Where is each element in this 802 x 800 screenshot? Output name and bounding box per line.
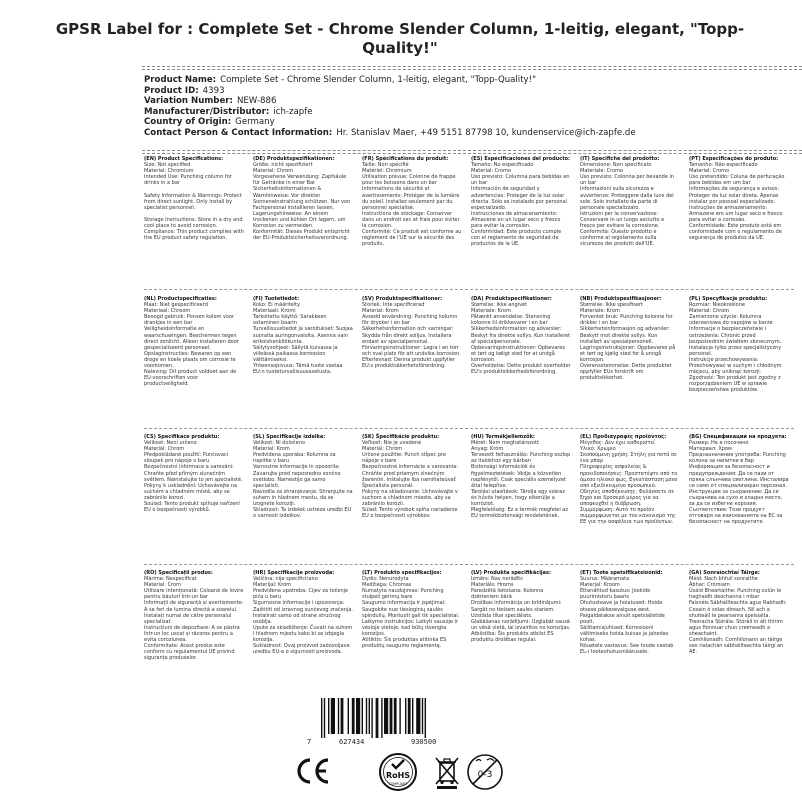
info-value: 4393 <box>202 85 225 96</box>
barcode-bar <box>376 698 379 738</box>
barcode-bar <box>371 698 372 738</box>
spec-section-body: Størrelse: Ikke angivet Materiale: Krom Påtænkt anvendelse: Stansning kolonne til drikkevarer i en bar Sikkerhedsinformation og advarsler: Beskyt fra direkte sollys. Kun installeret af specialpersonale. Opbevaringsinstruktioner: Opbevares et tørt og køligt sted for at undgå korrosion. Overholdelse: Dette produkt overholder EU's produktsikkerhedsforordning. <box>471 302 571 376</box>
spec-section <box>253 570 353 697</box>
spec-section-header: (DE) Produktspezifikationen: <box>253 156 335 162</box>
info-row <box>144 107 794 118</box>
no-waste-bin-icon <box>433 754 461 794</box>
spec-section <box>471 434 571 561</box>
spec-section-body: Méret: Nem meghatározott Anyag: Króm Tervezett felhasználás: Punching oszlop az italokhoz egy bárban Biztonsági információk és figyelmeztetések: Védje a közvetlen napfénytől. Csak speciális személyzet által telepítve. Tárolási utasítások: Tárolja egy száraz és hűvös helyen, hogy elkerülje a korróziót. Megfelelőség: Ez a termék megfelel az EU termékbiztonsági rendeletének. <box>471 440 571 520</box>
product-info-block <box>144 75 794 139</box>
barcode-bar <box>341 698 344 734</box>
spec-section-body: Tamaño: No especificado Material: Cromo Uso previsto: Columna para bebidas en un bar Información de seguridad y advertencias: Proteger de la luz solar directa. Sólo se instalado por personal especializado. Instrucciones de almacenamiento: Almacene en un lugar seco y fresco para evitar la corrosión. Conformidad: Este producto cumple con el reglamento de seguridad de productos de la UE. <box>471 162 570 248</box>
spec-section <box>471 296 571 423</box>
spec-section-body: Mărime: Nespecificat Material: Crom Utilizare intenționată: Coloană de lovire pentru băuturi într-un bar Informații de siguranță și avertismente: A se feri de lumina directă a soarelui. Instalați numai de către personalul specializat. Instrucțiuni de depozitare: A se păstra într-un loc uscat și răcoros pentru a evita coroziunea. Conformitate: Acest produs este conform cu regulamentul UE privind siguranța produselor. <box>144 576 244 662</box>
info-key: Contact Person & Contact Information: <box>144 127 333 138</box>
barcode-bar <box>425 698 426 738</box>
info-key: Country of Origin: <box>144 117 232 128</box>
section-divider <box>144 289 794 290</box>
barcode-bar <box>422 698 423 734</box>
spec-section-header: (EN) Product Specifications: <box>144 156 224 162</box>
spec-section-body: Storlek: Inte specificerad Material: Krom Avsedd användning: Punching kolumn för drycker i en bar Säkerhetsinformation och varningar: Skydda från direkt solljus. Installera endast av specialpersonal. Förvaringsinstruktioner: Lagra i en torr och sval plats för att undvika korrosion. Efterlevnad: Denna produkt uppfyller EU:s produktsäkerhetsförordning. <box>362 302 461 370</box>
spec-section-header: (SK) Špecifikácie produktu: <box>362 434 440 440</box>
spec-section-body: Размер: Не е посочено Материал: Хром Предназначение употреба: Punching колона за напитки в бар Информация за безопасност и предупреждения: Да се пази от пряка слънчева светлина. Инсталира се само от специализиран персонал. Инструкции за съхранение: Да се съхранява на сухо и хладно място, за да се избегне корозия. Съответствие: Този продукт отговаря на изискванията на ЕС за безопасност на продуктите. <box>689 440 789 526</box>
spec-section-body: Größe: nicht spezifiziert Material: Chrom Vorgesehene Verwendung: Zapfsäule für Getränke in einer Bar Sicherheitsinformationen & Warnhinweise: Vor direkter Sonneneinstrahlung schützen. Nur von Fachpersonal installieren lassen. Lagerungshinweise: An einem trockenen und kühlen Ort lagern, um Korrosion zu vermeiden. Konformität: Dieses Produkt entspricht der EU-Produktsicherheitsverordnung. <box>253 162 351 242</box>
spec-section <box>253 296 353 423</box>
barcode-bar <box>416 698 420 734</box>
spec-section-body: Størrelse: Ikke spesifisert Materiale: Krom Forventet bruk: Punching kolonne for drikker i en bar Sikkerhetsinformasjon og advarsler: Beskytt mot direkte sollys. Kun installert av spesialpersonell. Lagringsinstruksjoner: Oppbevares på et tørt og kjølig sted for å unngå korrosjon. Overensstemmelse: Dette produktet oppfyller EUs forskrift om produktsikkerhet. <box>580 302 676 382</box>
spec-section-body: Dimensione: Non specificato Materiale: Cromo Uso previsto: Colonna per bevande in un bar Informazioni sulla sicurezza e avvertenze: Proteggere dalla luce del sole. Solo installato da parte di personale specializzato. Istruzioni per la conservazione: Conservare in un luogo asciutto e fresco per evitare la corrosione. Conformità: Questo prodotto è conforme al regolamento sulla sicurezza dei prodotti dell'UE. <box>580 162 675 248</box>
barcode-bar <box>412 698 413 734</box>
info-value: Germany <box>235 117 275 128</box>
spec-section <box>689 296 789 423</box>
barcode-bar <box>384 698 388 734</box>
spec-section-body: Koko: Ei määritelty Materiaali: Kromi Tarkoitettu käyttö: Sarakkeen ostaminen baarin Turvallisuustiedot ja varoitukset: Suojaa suoralta auringonvalolta. Asenna vain erikoishenkilökunta. Säilytysohjeet: Säilytä kuivassa ja viileässä paikassa korroosion välttämiseksi. Yhteensopivuus: Tämä tuote vastaa EU:n tuoteturvallisuusasetusta. <box>253 302 353 376</box>
ce-mark-icon <box>295 756 331 790</box>
spec-section-header: (DA) Produktspecifikationer: <box>471 296 552 302</box>
info-key: Product ID: <box>144 85 199 96</box>
spec-section <box>471 570 571 697</box>
spec-section-header: (LT) Produkto specifikacijos: <box>362 570 442 576</box>
spec-section <box>580 434 680 561</box>
spec-section <box>144 434 244 561</box>
divider <box>142 66 802 67</box>
info-key: Product Name: <box>144 75 217 85</box>
section-divider <box>144 564 794 565</box>
specifications-grid <box>144 156 800 696</box>
barcode <box>307 698 475 746</box>
barcode-bar <box>348 698 349 734</box>
spec-section-body: Veličina: nije specificirano Materijal: Krom Predviđena upotreba: Cijev za točenje pića u baru Sigurnosne informacije i upozorenja: Zaštititi od izravnog sunčevog zračenja. Instalirati samo od strane stručnog osoblja. Upute za skladištenje: Čuvati na suhom i hladnom mjestu kako bi se izbjegla korozija. Sukladnost: Ovaj proizvod zadovoljava uredbu EU-a o sigurnosti proizvoda. <box>253 576 353 656</box>
barcode-lead-digit: 7 <box>307 738 312 746</box>
spec-section-body: Velikost: Není určeno Materiál: Chrom Předpokládané použití: Punčovací sloupek pro nápoje v baru Bezpečnostní informace a varování: Chraňte před přímým slunečním světlem. Nainstalujte to jen specialisté. Pokyny k uskladnění: Uchovávejte na suchém a chladném místě, aby se zabránilo korozi. Soulad: Tento produkt splňuje nařízení EU o bezpečnosti výrobků. <box>144 440 243 514</box>
info-row <box>144 96 794 107</box>
spec-section-body: Velikost: Ni določeno Material: Krom Predvidena uporaba: Kolumna za napitke v baru Varnostne informacije in opozorila: Zavarujte pred neposredno sončno svetlobo. Namestijo ga samo specialisti. Navodila za shranjevanje: Shranjujte na suhem in hladnem mestu, da se izognete koroziji. Skladnost: Ta izdelek ustreza uredbi EU o varnosti izdelkov. <box>253 440 353 520</box>
spec-section-body: Rozmiar: Nieokreślone Materiał: Chrom Zamierzone użycie: Kolumna uderzeniowa do napojów w barze Informacje o bezpieczeństwie i ostrzeżenia: Chronić przed bezpośrednim światłem słonecznym. Instalacja tylko przez specjalistyczny personel. Instrukcje przechowywania: Przechowywać w suchym i chłodnym miejscu, aby uniknąć korozji. Zgodność: Ten produkt jest zgodny z rozporządzeniem UE w sprawie bezpieczeństwa produktów. <box>689 302 782 394</box>
spec-section-header: (PT) Especificações do produto: <box>689 156 779 162</box>
spec-section-body: Dydis: Nenurodyta Medžiaga: Chromas Numatyta naudojimas: Punching stulpeli gėrimų bare Saugumo informacija ir įspėjimai: Saugokite nuo tiesioginių saulės spindulių. Montuoti gali tik specialistai. Laikymo instrukcijos: Laikyti sausoje ir vėsioje vietoje, kad būtų išvengta korozijos. Atitiktis: Šis produktas atitinka ES produktų saugumo reglamentą. <box>362 576 460 650</box>
spec-section <box>253 434 353 561</box>
barcode-bar <box>321 698 322 738</box>
spec-section <box>689 570 789 697</box>
spec-section-header: (HR) Specifikacije proizvoda: <box>253 570 335 576</box>
svg-text:0-3: 0-3 <box>477 770 493 780</box>
barcode-bar <box>356 698 360 734</box>
spec-section-header: (IT) Specifiche del prodotto: <box>580 156 660 162</box>
info-value: ich-zapfe <box>273 106 313 117</box>
age-0-3-warning-icon <box>465 752 505 796</box>
barcode-bar <box>352 698 355 734</box>
page-title: GPSR Label for : Complete Set - Chrome Slender Column, 1-leitig, elegant, "Topp-Quality!" <box>55 20 745 57</box>
info-key: Manufacturer/Distributor: <box>144 106 270 117</box>
spec-section <box>362 570 462 697</box>
barcode-bar <box>338 698 339 734</box>
barcode-left-digits: 627434 <box>339 738 365 746</box>
spec-section-header: (GA) Sonraíochtaí Táirge: <box>689 570 760 576</box>
spec-section <box>580 296 680 423</box>
spec-section <box>580 156 680 283</box>
barcode-bar <box>405 698 406 734</box>
spec-section <box>144 156 244 283</box>
spec-section <box>253 156 353 283</box>
spec-section-body: Size: Not specified Material: Chromium Intended Use: Punching column for drinks in a bar Safety Information & Warnings: Protect from direct sunlight. Only install by specialist personnel. Storage Instructions: Store in a dry and cool place to avoid corrosion. Compliance: This product complies with the EU product safety regulation. <box>144 162 244 242</box>
info-row <box>144 128 794 139</box>
spec-section-header: (CS) Specifikace produktu: <box>144 434 220 440</box>
barcode-bar <box>328 698 329 734</box>
info-row <box>144 86 794 97</box>
spec-section-header: (ET) Toote spetsifikatsioonid: <box>580 570 663 576</box>
spec-section <box>580 570 680 697</box>
spec-section-header: (NL) Productspecificaties: <box>144 296 217 302</box>
divider <box>142 153 802 154</box>
spec-section-header: (RO) Specificații produs: <box>144 570 213 576</box>
spec-section-body: Izmērs: Nav norādīts Materiāls: Hroms Paredzētā lietošana: Kolonna dzērieniem bārā Drošības informācija un brīdinājumi: Sargāt no tiešiem saules stariem. Uzstāda tikai speciālists. Glabāšanas norādījumi: Uzglabāt sausā un vēsā vietā, lai izvairītos no korozijas. Atbilstība: Šis produkts atbilst ES produktu drošības regulai. <box>471 576 571 644</box>
spec-section <box>362 434 462 561</box>
spec-section <box>689 434 789 561</box>
spec-section <box>144 570 244 697</box>
rohs-icon <box>378 752 418 796</box>
barcode-bar <box>366 698 367 734</box>
spec-section-body: Veľkosť: Nie je uvedené Materiál: Chróm Určené použitie: Punch stĺpec pre nápoje v bare Bezpečnostné informácie a varovania: Chráňte pred priamym slnečným žiarením. Inštalujte iba namiňateúvať Špecialista personál. Pokyny na skladovanie: Uchovávajte v suchom a chladnom mieste, aby sa zabránilo korózii. Súlad: Tento výrobok spĺňa nariadenie EU o bezpečnosti výrobkov. <box>362 440 458 520</box>
info-value: Hr. Stanislav Maer, +49 5151 87798 10, kundenservice@ich-zapfe.de <box>336 127 636 138</box>
spec-section-body: Méid: Nach bhfuil sonraithe Ábhar: Crómiam Úsáid Bheartaithe: Punching colún le haghaidh deochanna i mbar Faisnéis Sábháilteachta agus Rabhadh: Cosain ó solas díreach. Níl ach a shuiteáil le pearsanra speisialta. Treoracha Stórála: Stóráil in áit thirim agus fionnuar chun creimeadh a sheachaint. Comhlíonadh: Comhlíonann an táirge seo rialachán sábháilteachta táirgí an AE. <box>689 576 787 656</box>
svg-text:COMPLIANT: COMPLIANT <box>388 782 408 786</box>
spec-section-header: (HU) Termékjellemzők: <box>471 434 535 440</box>
info-row <box>144 117 794 128</box>
barcode-bars <box>307 698 475 738</box>
spec-section-header: (LV) Produkta specifikācijas: <box>471 570 551 576</box>
info-row <box>144 75 794 86</box>
spec-section <box>362 156 462 283</box>
spec-section-header: (ES) Especificaciones del producto: <box>471 156 571 162</box>
barcode-bar <box>324 698 325 738</box>
spec-section-body: Tamanho: Não especificado Material: Cromo Uso pretendido: Coluna de perfuração para bebidas em um bar Informações de segurança e avisos: Proteger da luz solar direta. Apenas instalar por pessoal especializado. Instruções de armazenamento: Armazene em um lugar seco e fresco para evitar a corrosão. Conformidade: Este produto está em conformidade com o regulamento de segurança de produtos da UE. <box>689 162 785 242</box>
barcode-bar <box>399 698 400 734</box>
barcode-bar <box>331 698 335 734</box>
barcode-bar <box>369 698 370 734</box>
barcode-bar <box>381 698 382 738</box>
spec-section-header: (BG) Спецификации на продукта: <box>689 434 787 440</box>
spec-section <box>689 156 789 283</box>
info-value: Complete Set - Chrome Slender Column, 1-leitig, elegant, "Topp-Quality!" <box>220 75 537 85</box>
info-key: Variation Number: <box>144 96 233 107</box>
section-divider <box>144 428 794 429</box>
spec-section <box>362 296 462 423</box>
spec-section-body: Taille: Non spécifié Matériel: Chromium Utilisation prévue: Colonne de frappe pour les boissons dans un bar Informations de sécurité et avertissements: Protéger de la lumière du soleil. Installez seulement par du personnel spécialisé. Instructions de stockage: Conserver dans un endroit sec et frais pour éviter la corrosion. Conformité: Ce produit est conforme au règlement de l'UE sur la sécurité des produits. <box>362 162 462 248</box>
spec-section-body: Μέγεθος: Δεν έχει καθοριστεί Υλικό: Χρώμιο Σκοπούμενη χρήση: Στήλη για ποτά σε ένα μπαρ Πληροφορίες ασφαλείας & προειδοποιήσεις: Προστατέψτε από το άμεσο ηλιακό φως. Εγκατάσταση μόνο από εξειδικευμένο προσωπικό. Οδηγίες αποθήκευσης: Φυλάσσετε σε ξηρό και δροσερό μέρος για να αποφευχθεί η διάβρωση. Συμμόρφωση: Αυτό το προϊόν συμμορφώνεται με τον κανονισμό της ΕΕ για την ασφάλεια των προϊόντων. <box>580 440 678 526</box>
spec-section-header: (NB) Produktspesifikasjoner: <box>580 296 662 302</box>
divider <box>142 150 802 151</box>
spec-section-header: (FR) Spécifications du produit: <box>362 156 449 162</box>
spec-section-header: (PL) Specyfikacje produktu: <box>689 296 768 302</box>
barcode-bar <box>390 698 393 734</box>
barcode-bar <box>408 698 411 734</box>
info-value: NEW-886 <box>236 96 277 107</box>
barcode-right-digits: 930500 <box>411 738 437 746</box>
divider <box>142 69 802 70</box>
spec-section-body: Maat: Niet gespecificeerd Materiaal: Chroom Beoogd gebruik: Ponsen kolom voor drankjes in een bar Veiligheidsinformatie en waarschuwingen: Beschermen tegen direct zonlicht. Alleen installeren door gespecialiseerd personeel. Opslaginstructies: Bewaren op een droge en koele plaats om corrosie te voorkomen. Naleving: Dit product voldoet aan de EU-voorschriften voor productveiligheid. <box>144 302 239 388</box>
barcode-bar <box>362 698 363 734</box>
compliance-logos <box>0 752 800 798</box>
svg-text:RoHS: RoHS <box>385 771 411 780</box>
barcode-bar <box>394 698 397 734</box>
spec-section-header: (SL) Specifikacije izdelka: <box>253 434 326 440</box>
spec-section-header: (EL) Προδιαγραφές προϊόντος: <box>580 434 667 440</box>
spec-section-header: (SV) Produktspecifikationer: <box>362 296 443 302</box>
spec-section-body: Suurus: Määramata Materjal: Kroom Ettenähtud kasutus: Jookide puurimistoru baaris Ohutusteave ja hoiatused: Hoida otsese päikesevalguse eest. Paigaldatakse ainult spetsialistide poolt. Säilitamisjuhised: Korrosiooni vältimiseks hoida kuivas ja jahedas kohas. Nõuetele vastavus: See toode vastab EL-i tooteohutusmäärusele. <box>580 576 674 656</box>
spec-section <box>144 296 244 423</box>
spec-section-header: (FI) Tuotetiedot: <box>253 296 300 302</box>
spec-section <box>471 156 571 283</box>
